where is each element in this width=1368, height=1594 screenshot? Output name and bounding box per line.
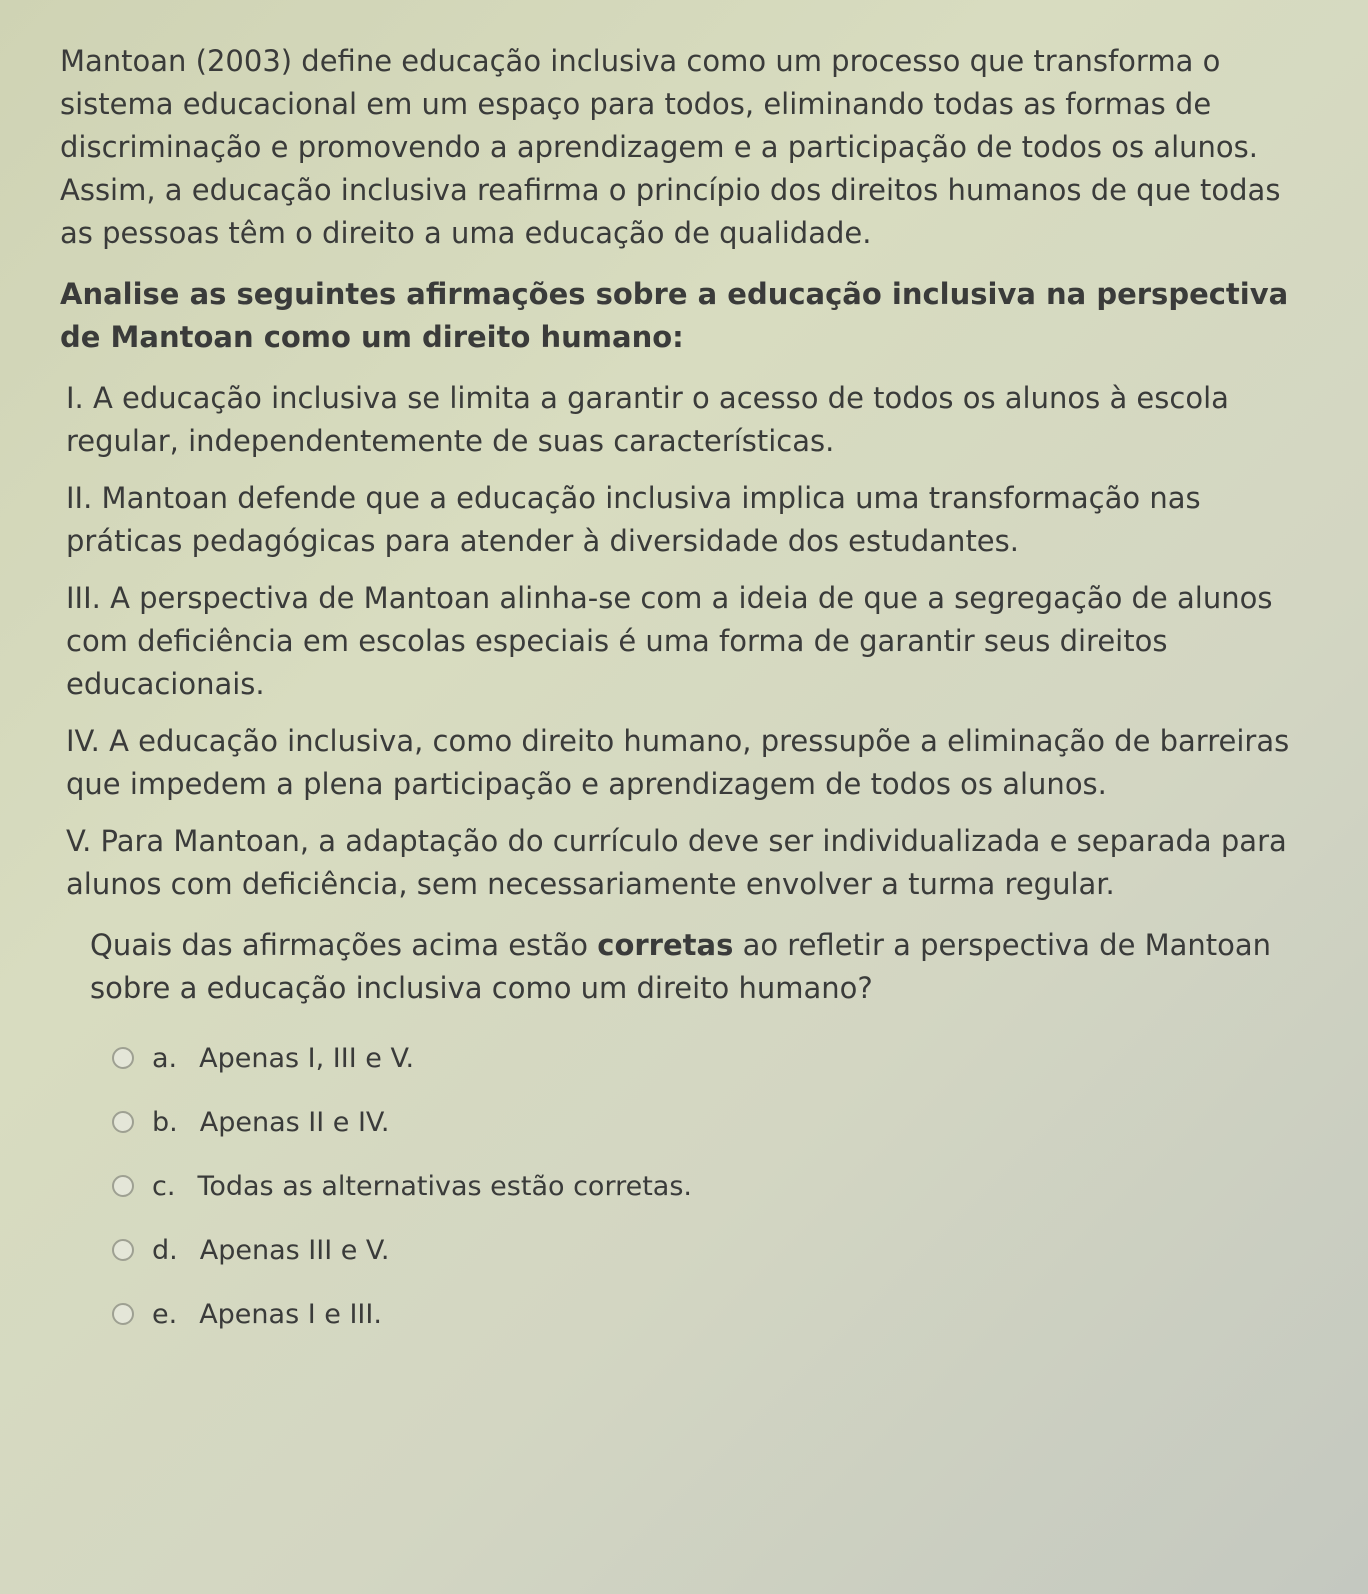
statement-ii: II. Mantoan defende que a educação inclusiva implica uma transformação nas práticas pedagógicas para atender à diversidade dos estudantes.	[66, 481, 1201, 558]
answer-options	[112, 1040, 1320, 1332]
option-c[interactable]	[112, 1168, 1320, 1204]
option-letter: c.	[152, 1170, 176, 1202]
option-label: Apenas III e V.	[199, 1234, 390, 1266]
statement-iii: III. A perspectiva de Mantoan alinha-se com a ideia de que a segregação de alunos com deficiência em escolas especiais é uma forma de garantir seus direitos educacionais.	[66, 581, 1273, 701]
statements-list	[60, 377, 1320, 906]
option-letter: e.	[152, 1298, 178, 1330]
statement-v: V. Para Mantoan, a adaptação do currículo deve ser individualizada e separada para alunos com deficiência, sem necessariamente envolver a turma regular.	[66, 824, 1287, 901]
option-letter: d.	[152, 1234, 178, 1266]
option-label: Apenas II e IV.	[199, 1106, 390, 1138]
question-text-after: ao refletir a perspectiva de Mantoan sobre a educação inclusiva como um direito humano?	[90, 928, 1272, 1005]
question-page	[60, 40, 1320, 1360]
question-emphasis: corretas	[597, 928, 734, 962]
option-label: Apenas I e III.	[199, 1298, 382, 1330]
option-b[interactable]	[112, 1104, 1320, 1140]
radio-icon[interactable]	[112, 1175, 134, 1197]
radio-icon[interactable]	[112, 1303, 134, 1325]
radio-icon[interactable]	[112, 1047, 134, 1069]
option-a[interactable]	[112, 1040, 1320, 1076]
prompt-heading: Analise as seguintes afirmações sobre a educação inclusiva na perspectiva de Mantoan como um direito humano:	[60, 277, 1289, 354]
option-label: Apenas I, III e V.	[199, 1042, 415, 1074]
radio-icon[interactable]	[112, 1239, 134, 1261]
radio-icon[interactable]	[112, 1111, 134, 1133]
intro-paragraph: Mantoan (2003) define educação inclusiva como um processo que transforma o sistema educacional em um espaço para todos, eliminando todas as formas de discriminação e promovendo a aprendizagem e a participação de todos os alunos. Assim, a educação inclusiva reafirma o princípio dos direitos humanos de que todas as pessoas têm o direito a uma educação de qualidade.	[60, 44, 1281, 250]
question-text-before: Quais das afirmações acima estão	[90, 928, 598, 962]
option-e[interactable]	[112, 1296, 1320, 1332]
statement-i: I. A educação inclusiva se limita a garantir o acesso de todos os alunos à escola regular, independentemente de suas características.	[66, 381, 1229, 458]
option-d[interactable]	[112, 1232, 1320, 1268]
statement-iv: IV. A educação inclusiva, como direito humano, pressupõe a eliminação de barreiras que impedem a plena participação e aprendizagem de todos os alunos.	[66, 724, 1290, 801]
option-letter: b.	[152, 1106, 178, 1138]
option-label: Todas as alternativas estão corretas.	[197, 1170, 692, 1202]
option-letter: a.	[152, 1042, 178, 1074]
question-text	[90, 924, 1320, 1010]
